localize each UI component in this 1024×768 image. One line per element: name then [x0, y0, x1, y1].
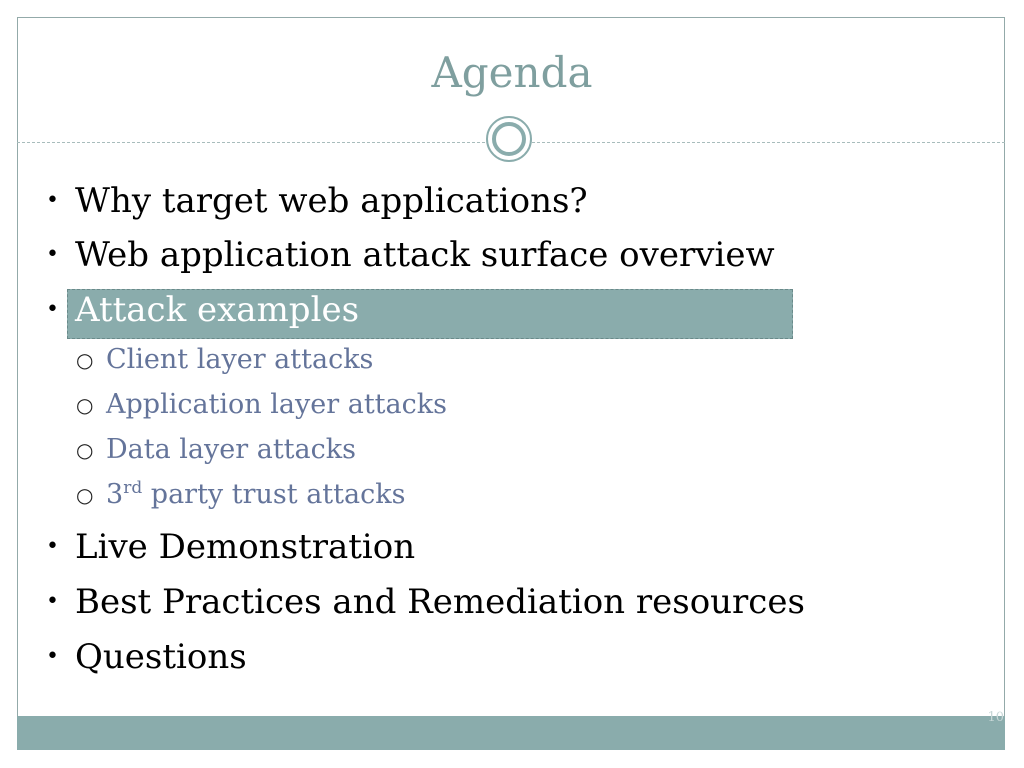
- list-item: [46, 235, 775, 275]
- sub-bullet-icon: ○: [76, 438, 94, 462]
- bullet-icon: •: [46, 589, 59, 614]
- sub-bullet-prefix: 3: [106, 479, 124, 510]
- sub-bullet-icon: ○: [76, 348, 94, 372]
- bullet-icon: •: [46, 644, 59, 669]
- bullet-text: Questions: [75, 637, 247, 677]
- bullet-text: Live Demonstration: [75, 527, 416, 567]
- sub-list-item: [76, 479, 405, 511]
- sub-list-item: [76, 344, 373, 376]
- bullet-icon: •: [46, 534, 59, 559]
- sub-bullet-icon: ○: [76, 393, 94, 417]
- sub-bullet-icon: ○: [76, 483, 94, 507]
- bullet-icon: •: [46, 242, 59, 267]
- circle-ornament-icon: [486, 116, 532, 162]
- sub-list-item: [76, 434, 356, 466]
- list-item-highlighted[interactable]: [46, 290, 359, 330]
- bullet-icon: •: [46, 188, 59, 213]
- bullet-icon: •: [46, 297, 59, 322]
- list-item: [46, 582, 805, 622]
- bullet-text: Best Practices and Remediation resources: [75, 582, 805, 622]
- sub-bullet-superscript: rd: [123, 478, 143, 498]
- page-number: 10: [987, 710, 1004, 725]
- bullet-text: Web application attack surface overview: [75, 235, 775, 275]
- sub-list-item: [76, 389, 447, 421]
- footer-bar: [17, 716, 1005, 750]
- sub-bullet-suffix: party trust attacks: [142, 479, 406, 510]
- list-item: [46, 181, 588, 221]
- bullet-text: Attack examples: [75, 290, 360, 330]
- sub-bullet-text: Data layer attacks: [106, 434, 356, 465]
- sub-bullet-text: Application layer attacks: [106, 389, 447, 420]
- list-item: [46, 637, 247, 677]
- bullet-text: Why target web applications?: [75, 181, 588, 221]
- slide-title: Agenda: [431, 48, 593, 97]
- list-item: [46, 527, 415, 567]
- sub-bullet-text: Client layer attacks: [106, 344, 374, 375]
